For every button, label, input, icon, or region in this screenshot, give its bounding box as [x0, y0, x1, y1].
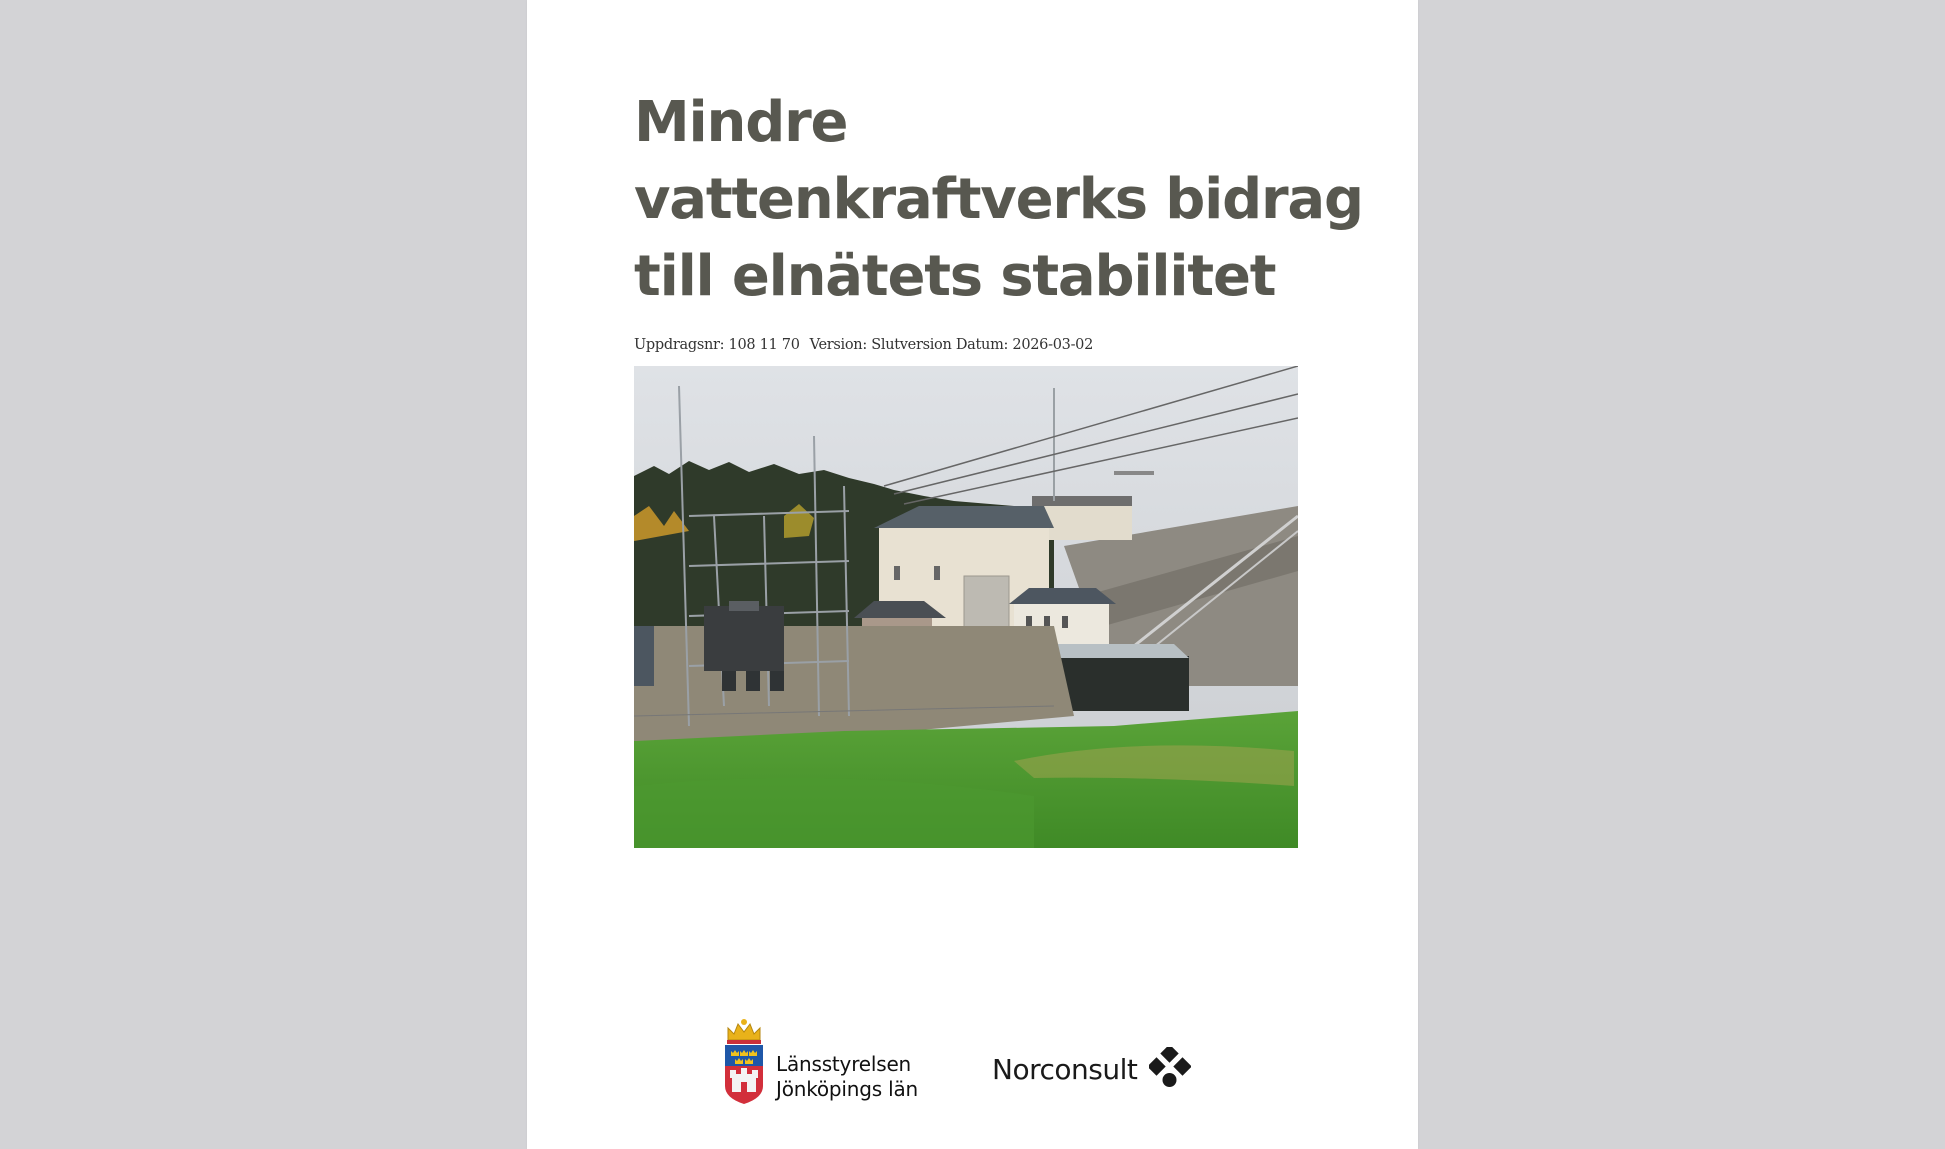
norconsult-logo — [992, 1047, 1192, 1091]
lansstyrelsen-line-2: Jönköpings län — [776, 1077, 919, 1101]
document-meta — [634, 337, 1093, 353]
crest-icon — [722, 1018, 766, 1105]
version-date: Version: Slutversion Datum: 2026-03-02 — [809, 337, 1094, 353]
lansstyrelsen-wordmark — [776, 1052, 918, 1102]
title-line-3: till elnätets stabilitet — [634, 244, 1276, 309]
lansstyrelsen-line-1: Länsstyrelsen — [776, 1052, 912, 1076]
title-line-1: Mindre — [634, 90, 848, 155]
document-title — [634, 84, 1363, 315]
title-line-2: vattenkraftverks bidrag — [634, 167, 1363, 232]
document-page — [527, 0, 1418, 1149]
cover-photo-hydropower-station — [634, 366, 1298, 848]
assignment-number: Uppdragsnr: 108 11 70 — [634, 337, 800, 353]
lansstyrelsen-logo — [722, 1018, 932, 1105]
norconsult-diamond-icon — [1149, 1047, 1191, 1089]
norconsult-wordmark: Norconsult — [992, 1053, 1138, 1086]
